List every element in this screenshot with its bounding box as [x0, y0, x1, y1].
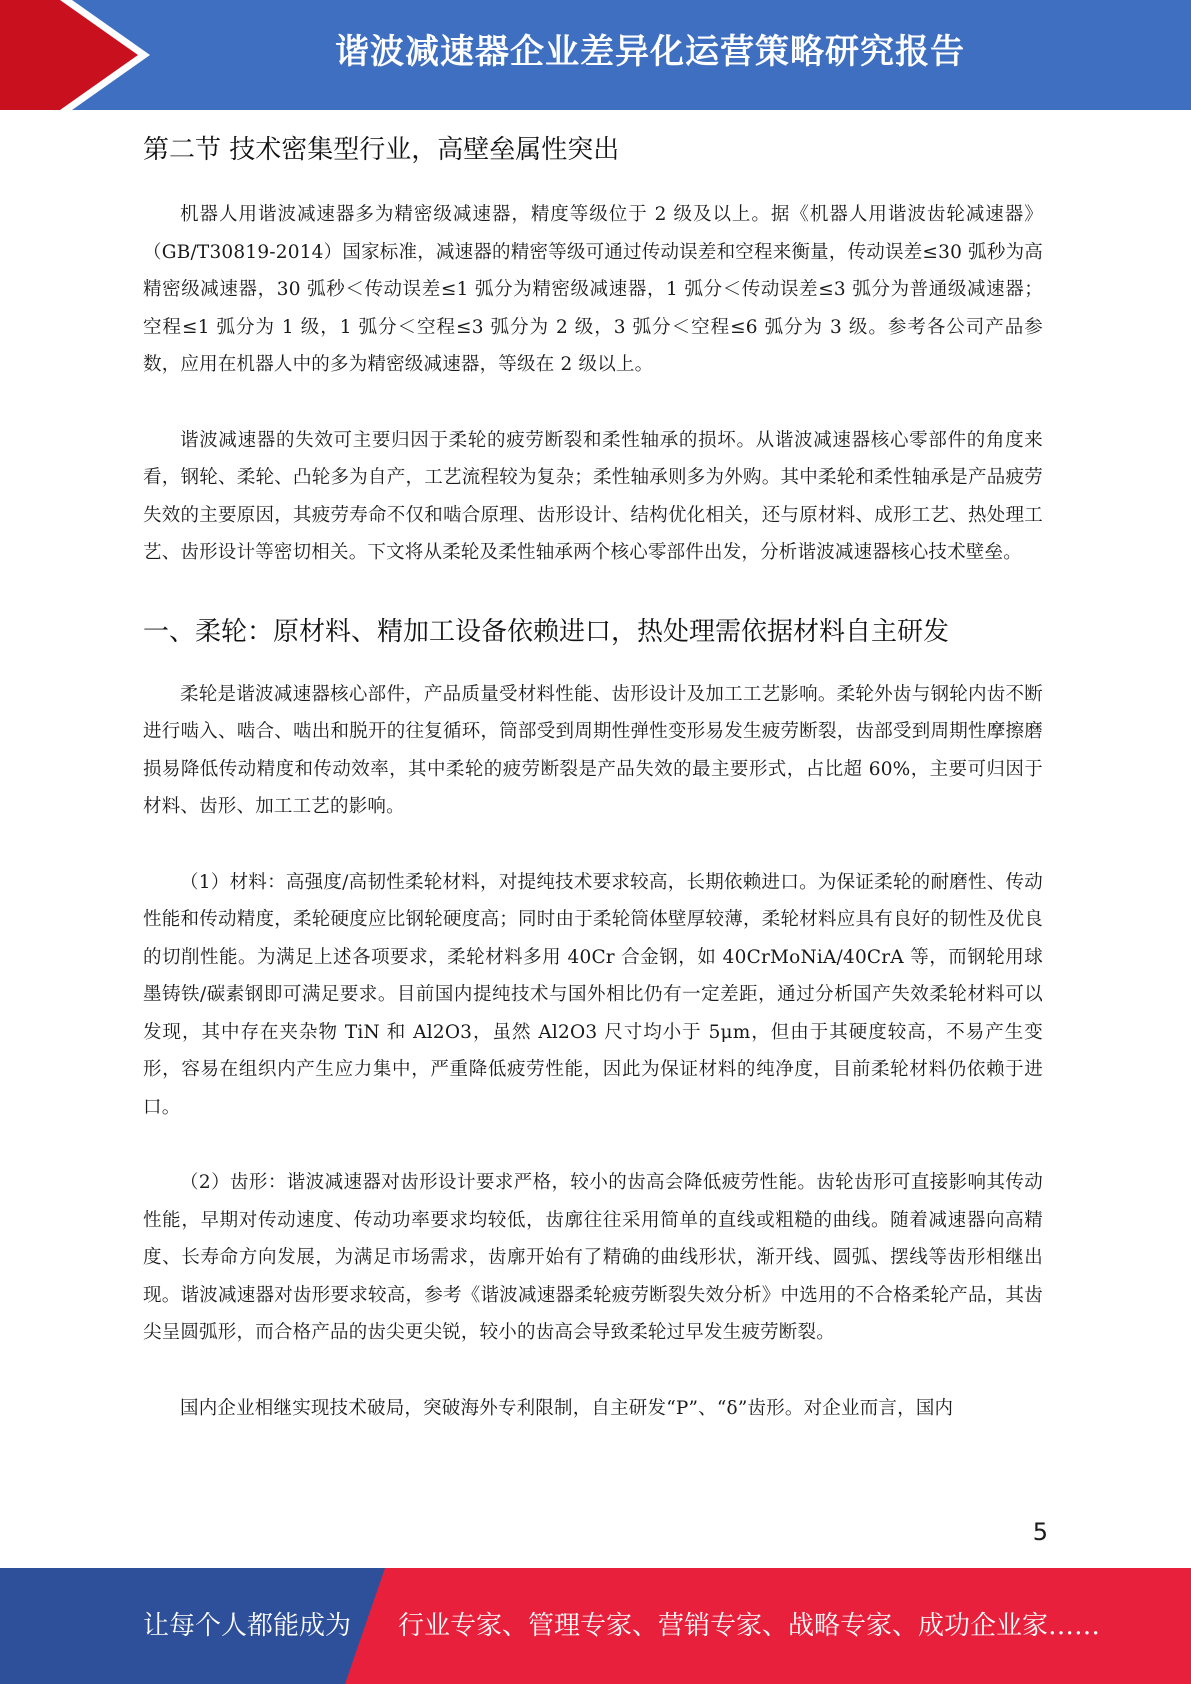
footer-slogan-left: 让每个人都能成为	[143, 1611, 352, 1641]
paragraph: 谐波减速器的失效可主要归因于柔轮的疲劳断裂和柔性轴承的损坏。从谐波减速器核心零部件的角度来看，钢轮、柔轮、凸轮多为自产，工艺流程较为复杂；柔性轴承则多为外购。其中柔轮和柔性轴承是产品疲劳失效的主要原因，其疲劳寿命不仅和啮合原理、齿形设计、结构优化相关，还与原材料、成形工艺、热处理工艺、齿形设计等密切相关。下文将从柔轮及柔性轴承两个核心零部件出发，分析谐波减速器核心技术壁垒。	[143, 429, 1043, 563]
report-footer	[0, 1568, 1191, 1684]
footer-slogan-right: 行业专家、管理专家、营销专家、战略专家、成功企业家……	[398, 1611, 1101, 1641]
paragraph: 国内企业相继实现技术破局，突破海外专利限制，自主研发“P”、“δ”齿形。对企业而言，国内	[180, 1397, 954, 1419]
page-number: 5	[1032, 1518, 1048, 1546]
paragraph: （1）材料：高强度/高韧性柔轮材料，对提纯技术要求较高，长期依赖进口。为保证柔轮的耐磨性、传动性能和传动精度，柔轮硬度应比钢轮硬度高；同时由于柔轮筒体壁厚较薄，柔轮材料应具有良好的韧性及优良的切削性能。为满足上述各项要求，柔轮材料多用 40Cr 合金钢，如 40CrMoNiA/40CrA 等，而钢轮用球墨铸铁/碳素钢即可满足要求。目前国内提纯技术与国外相比仍有一定差距，通过分析国产失效柔轮材料可以发现，其中存在夹杂物 TiN 和 Al2O3，虽然 Al2O3 尺寸均小于 5μm，但由于其硬度较高，不易产生变形，容易在组织内产生应力集中，严重降低疲劳性能，因此为保证材料的纯净度，目前柔轮材料仍依赖于进口。	[143, 871, 1043, 1118]
paragraph: 机器人用谐波减速器多为精密级减速器，精度等级位于 2 级及以上。据《机器人用谐波齿轮减速器》（GB/T30819-2014）国家标准，减速器的精密等级可通过传动误差和空程来衡量，传动误差≤30 弧秒为高精密级减速器，30 弧秒＜传动误差≤1 弧分为精密级减速器，1 弧分＜传动误差≤3 弧分为普通级减速器；空程≤1 弧分为 1 级，1 弧分＜空程≤3 弧分为 2 级，3 弧分＜空程≤6 弧分为 3 级。参考各公司产品参数，应用在机器人中的多为精密级减速器，等级在 2 级以上。	[143, 204, 1043, 375]
report-header	[0, 0, 1191, 110]
report-title: 谐波减速器企业差异化运营策略研究报告	[335, 32, 965, 72]
section-heading: 第二节 技术密集型行业，高壁垒属性突出	[143, 135, 620, 165]
subsection-heading: 一、柔轮：原材料、精加工设备依赖进口，热处理需依据材料自主研发	[143, 616, 950, 647]
paragraph: （2）齿形：谐波减速器对齿形设计要求严格，较小的齿高会降低疲劳性能。齿轮齿形可直接影响其传动性能，早期对传动速度、传动功率要求均较低，齿廓往往采用简单的直线或粗糙的曲线。随着减速器向高精度、长寿命方向发展，为满足市场需求，齿廓开始有了精确的曲线形状，渐开线、圆弧、摆线等齿形相继出现。谐波减速器对齿形要求较高，参考《谐波减速器柔轮疲劳断裂失效分析》中选用的不合格柔轮产品，其齿尖呈圆弧形，而合格产品的齿尖更尖锐，较小的齿高会导致柔轮过早发生疲劳断裂。	[143, 1172, 1043, 1343]
page-body	[143, 128, 1043, 1465]
paragraph: 柔轮是谐波减速器核心部件，产品质量受材料性能、齿形设计及加工工艺影响。柔轮外齿与钢轮内齿不断进行啮入、啮合、啮出和脱开的往复循环，筒部受到周期性弹性变形易发生疲劳断裂，齿部受到周期性摩擦磨损易降低传动精度和传动效率，其中柔轮的疲劳断裂是产品失效的最主要形式，占比超 60%，主要可归因于材料、齿形、加工工艺的影响。	[143, 683, 1043, 817]
header-chevron-icon	[0, 0, 160, 110]
